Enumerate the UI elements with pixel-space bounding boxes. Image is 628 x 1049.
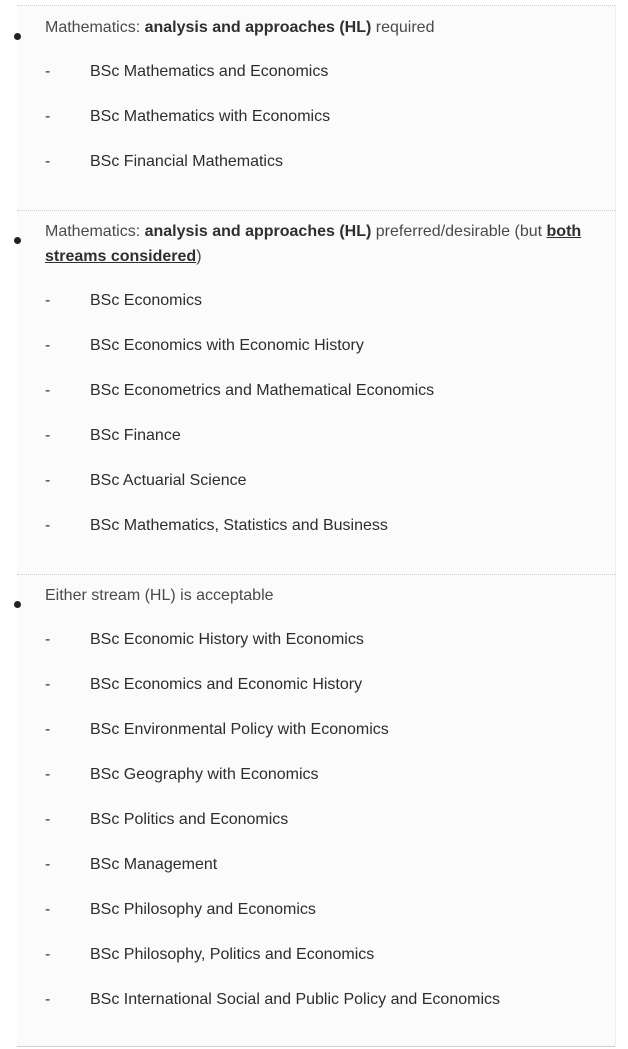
programme-label: BSc Mathematics, Statistics and Business bbox=[90, 517, 388, 534]
programme-label: BSc Geography with Economics bbox=[90, 766, 319, 783]
dash-marker: - bbox=[45, 631, 51, 648]
dash-marker: - bbox=[45, 676, 51, 693]
heading-emphasis: analysis and approaches (HL) bbox=[144, 19, 372, 36]
programme-label: BSc Financial Mathematics bbox=[90, 153, 283, 170]
heading-emphasis: analysis and approaches (HL) bbox=[144, 223, 372, 240]
list-item bbox=[45, 989, 605, 1011]
list-item bbox=[45, 106, 605, 128]
programme-label: BSc Economics and Economic History bbox=[90, 676, 363, 693]
heading-suffix: required bbox=[371, 19, 435, 36]
section-heading bbox=[45, 219, 595, 269]
programme-label: BSc Mathematics with Economics bbox=[90, 108, 331, 125]
programme-label: BSc Econometrics and Mathematical Economics bbox=[90, 382, 435, 399]
heading-middle: preferred/desirable (but bbox=[371, 223, 547, 240]
dash-marker: - bbox=[45, 337, 51, 354]
programme-label: BSc Finance bbox=[90, 427, 181, 444]
list-item bbox=[45, 719, 605, 741]
programme-label: BSc Economic History with Economics bbox=[90, 631, 364, 648]
section-heading bbox=[45, 583, 595, 608]
dash-marker: - bbox=[45, 991, 51, 1008]
list-item bbox=[45, 151, 605, 173]
dash-marker: - bbox=[45, 811, 51, 828]
heading-text: Either stream (HL) is acceptable bbox=[45, 587, 274, 604]
bullet-icon bbox=[14, 601, 21, 608]
list-item bbox=[45, 470, 605, 492]
list-item bbox=[45, 61, 605, 83]
bullet-icon bbox=[14, 33, 21, 40]
dash-marker: - bbox=[45, 427, 51, 444]
section-hl-required bbox=[17, 5, 616, 210]
programme-label: BSc Environmental Policy with Economics bbox=[90, 721, 389, 738]
programme-label: BSc Politics and Economics bbox=[90, 811, 289, 828]
dash-marker: - bbox=[45, 472, 51, 489]
section-divider bbox=[17, 5, 615, 6]
list-item bbox=[45, 629, 605, 651]
list-item bbox=[45, 425, 605, 447]
dash-marker: - bbox=[45, 292, 51, 309]
programme-label: BSc Philosophy and Economics bbox=[90, 901, 316, 918]
dash-marker: - bbox=[45, 517, 51, 534]
list-item bbox=[45, 515, 605, 537]
list-item bbox=[45, 335, 605, 357]
dash-marker: - bbox=[45, 946, 51, 963]
section-hl-preferred bbox=[17, 210, 616, 574]
programme-label: BSc Management bbox=[90, 856, 218, 873]
list-item bbox=[45, 854, 605, 876]
list-item bbox=[45, 380, 605, 402]
dash-marker: - bbox=[45, 153, 51, 170]
section-either-stream bbox=[17, 574, 616, 1046]
bullet-icon bbox=[14, 237, 21, 244]
section-divider bbox=[17, 210, 615, 211]
list-item bbox=[45, 944, 605, 966]
dash-marker: - bbox=[45, 108, 51, 125]
dash-marker: - bbox=[45, 382, 51, 399]
list-item bbox=[45, 674, 605, 696]
dash-marker: - bbox=[45, 63, 51, 80]
list-item bbox=[45, 764, 605, 786]
section-heading bbox=[45, 15, 595, 40]
bottom-divider bbox=[17, 1046, 615, 1047]
programme-label: BSc Mathematics and Economics bbox=[90, 63, 329, 80]
dash-marker: - bbox=[45, 766, 51, 783]
programme-label: BSc International Social and Public Policy and Economics bbox=[90, 991, 500, 1008]
heading-suffix: ) bbox=[196, 248, 202, 265]
heading-prefix: Mathematics: bbox=[45, 19, 145, 36]
programme-label: BSc Philosophy, Politics and Economics bbox=[90, 946, 375, 963]
list-item bbox=[45, 899, 605, 921]
section-divider bbox=[17, 574, 615, 575]
dash-marker: - bbox=[45, 721, 51, 738]
dash-marker: - bbox=[45, 901, 51, 918]
heading-prefix: Mathematics: bbox=[45, 223, 145, 240]
programme-label: BSc Actuarial Science bbox=[90, 472, 247, 489]
list-item bbox=[45, 809, 605, 831]
heading-underlined-note: both streams considered bbox=[45, 223, 582, 265]
dash-marker: - bbox=[45, 856, 51, 873]
list-item bbox=[45, 290, 605, 312]
programme-label: BSc Economics with Economic History bbox=[90, 337, 364, 354]
programme-label: BSc Economics bbox=[90, 292, 203, 309]
